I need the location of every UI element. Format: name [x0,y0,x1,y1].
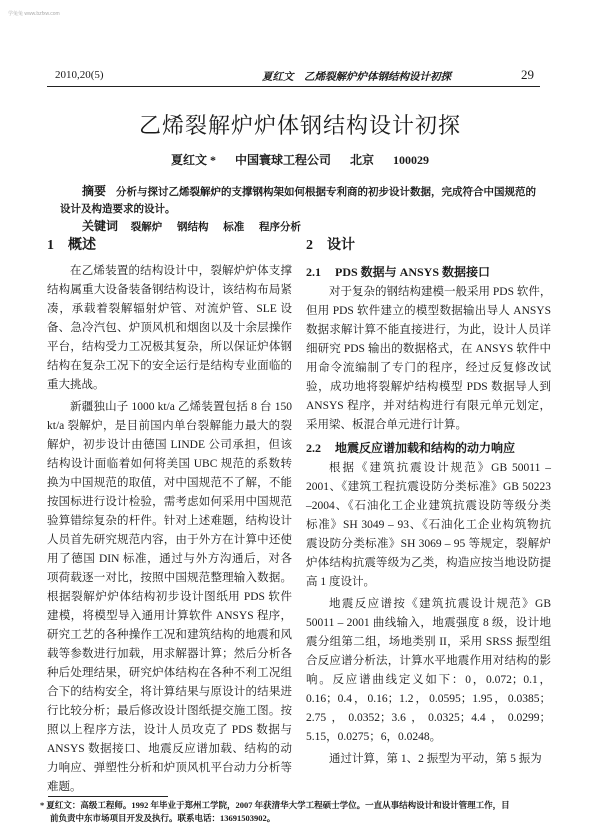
page-number: 29 [521,67,534,82]
text-line: 响。反应谱曲线定义如下：0，0.072；0.1， [306,674,551,686]
author-postcode: 100029 [393,153,430,167]
section-number: 2 [306,238,313,253]
section-heading [47,236,292,262]
keyword: 程序分析 [259,222,302,233]
text-line: 结构在复杂工况下的安全运行是结构专业面临的 [47,360,292,372]
text-line: 照以上程序方法，设计人员攻克了 PDS 数据与 [47,724,292,736]
text-line: 凑，承载着裂解辐射炉管、对流炉管、SLE 设 [47,303,292,315]
text-line: –2004、《石油化工企业建筑抗震设防等级分类 [306,500,551,512]
abstract-text-1: 分析与探讨乙烯裂解炉的支撑钢构架如何根据专利商的初步设计数据，完成符合中国规范的 [116,187,537,198]
text-line: 验算错综复杂的杆件。针对上述难题，结构设计 [47,515,292,527]
text-line: 合下的结构安全，将计算结果与原设计的结果进 [47,686,292,698]
text-line: 平台，结构受力工况极其复杂，所以保证炉体钢 [47,341,292,353]
keywords-label: 关键词 [82,219,119,233]
text-line: 用命令流编制了专门的程序，经过反复修改试 [306,362,551,374]
text-line: ANSYS 数据接口、地震反应谱加载、结构的动 [47,743,292,755]
text-line: 建模，将模型导入通用计算软件 ANSYS 程序， [47,610,292,622]
abstract-label: 摘要 [82,184,107,198]
text-line: 换为中国规范的取值，对中国规范不了解，不能 [47,477,292,489]
section-number: 1 [47,238,54,253]
section-title: 设计 [327,238,355,253]
subsection-title: 地震反应谱加载和结构的动力响应 [335,441,516,455]
subsection-heading [306,438,551,459]
text-line: 行比较分析；最后修改设计图纸提交施工图。按 [47,705,292,717]
subsection-body [306,283,551,435]
text-line: 结构设计面临着如何将美国 UBC 规范的系数转 [47,458,292,470]
text-line: 对于复杂的钢结构建模一般采用 PDS 软件， [329,286,552,298]
text-line: 但用 PDS 软件建立的模型数据输出导人 ANSYS [306,305,551,317]
paragraph [47,398,292,797]
text-line: 项荷载逐一对比，按照中国规范整理输入数据。 [47,572,292,584]
left-body [47,262,292,797]
text-line: 研究工艺的各种操作工况和建筑结构的地震和风 [47,629,292,641]
subsection-number: 2.2 [306,441,321,455]
text-line: ANSYS 程序，并对结构进行有限元单元划定， [306,400,551,412]
text-line: 验，成功地将裂解炉结构模型 PDS 数据导人到 [306,381,551,393]
footnote [40,799,590,825]
text-line: 通过计算，第 1、2 振型为平动，第 5 振为 [329,753,542,765]
keyword: 标准 [223,222,245,233]
footnote-line: 前负责中东市场项目开发及执行。联系电话：13691503902。 [50,813,276,823]
running-header [47,66,540,87]
abstract [60,183,560,218]
section-title: 概述 [68,238,96,253]
keyword: 裂解炉 [130,222,163,233]
text-line: 数据求解计算不能直接进行，为此，设计人员详 [306,324,551,336]
abstract-text-2: 设计及构造要求的设计。 [60,204,176,215]
text-line: 人员首先研究规范内容，由于外方在计算中还使 [47,534,292,546]
text-line: 备、急冷汽包、炉顶风机和烟囱以及十余层操作 [47,322,292,334]
text-line: 标准》SH 3049 – 93、《石油化工企业构筑物抗 [306,519,551,531]
text-line: 力响应、弹塑性分析和炉顶风机平台动力分析等 [47,762,292,774]
subsection-title: PDS 数据与 ANSYS 数据接口 [335,265,491,279]
right-column [306,236,551,772]
text-line: 震分组第二组，场地类别 II，采用 SRSS 振型组 [306,636,551,648]
issue-info: 2010,20(5) [55,69,104,81]
text-line: 结构属重大设备装备钢结构设计，该结构布局紧 [47,284,292,296]
paragraph [306,283,551,435]
author-line [0,151,600,168]
text-line: 用了德国 DIN 标准，通过与外方沟通后，对各 [47,553,292,565]
author-name: 夏红文 * [170,153,216,167]
paragraph [306,750,551,769]
paragraph [306,459,551,592]
subsection-body [306,459,551,769]
text-line: 炉体结构抗震等级为乙类，构造应按当地设防提 [306,557,551,569]
text-line: 解炉，初步设计由德国 LINDE 公司承担，但该 [47,439,292,451]
paragraph [306,595,551,747]
author-city: 北京 [350,153,375,167]
subsection-heading [306,262,551,283]
text-line: 地震反应谱按《建筑抗震设计规范》GB [329,598,551,610]
text-line: 采用梁、板混合单元进行计算。 [306,419,467,431]
text-line: 难题。 [47,781,82,793]
running-title: 夏红文 乙烯裂解炉炉体钢结构设计初探 [262,72,451,83]
footnote-line: * 夏红文：高级工程师。1992 年毕业于郑州工学院，2007 年获清华大学工程硕士学位。一直从事结构设计和设计管理工作，目 [40,800,510,810]
paper-title: 乙烯裂解炉炉体钢结构设计初探 [138,113,461,138]
text-line: kt/a 裂解炉，是目前国内单台裂解能力最大的裂 [47,420,292,432]
text-line: 新疆独山子 1000 kt/a 乙烯装置包括 8 台 150 [70,401,292,413]
section-heading [306,236,551,262]
text-line: 重大挑战。 [47,379,105,391]
subsection-number: 2.1 [306,265,321,279]
text-line: 载等参数进行加载，用求解器计算；然后分析各 [47,648,292,660]
text-line: 合反应谱分析法，计算水平地震作用对结构的影 [306,655,551,667]
text-line: 按国标进行设计检验，需考虑如何采用中国规范 [47,496,292,508]
text-line: 2001、《建筑工程抗震设防分类标准》GB 50223 [306,481,551,493]
text-line: 50011 – 2001 曲线输入，地震强度 8 级，设计地 [306,617,551,629]
paragraph [47,262,292,395]
text-line: 5.15，0.0275；6，0.0248。 [306,731,442,743]
text-line: 在乙烯装置的结构设计中，裂解炉炉体支撑 [70,265,292,277]
text-line: 2.75，0.0352；3.6，0.0325；4.4，0.0299； [306,712,551,724]
text-line: 细研究 PDS 输出的数据格式，在 ANSYS 软件中 [306,343,551,355]
text-line: 根据《建筑抗震设计规范》GB 50011 – [329,462,551,474]
text-line: 震设防分类标准》SH 3069 – 95 等规定，裂解炉 [306,538,551,550]
text-line: 高 1 度设计。 [306,576,375,588]
text-line: 根据裂解炉炉体结构初步设计图纸用 PDS 软件 [47,591,292,603]
watermark: 学兔兔 www.bzfxw.com [8,11,60,17]
keywords [82,219,313,235]
keyword: 钢结构 [177,222,209,233]
text-line: 0.16；0.4，0.16；1.2，0.0595；1.95，0.0385； [306,693,551,705]
left-column [47,236,292,800]
author-affiliation: 中国寰球工程公司 [234,153,331,167]
footnote-rule [48,796,168,797]
text-line: 种后处理结果，研究炉体结构在各种不利工况组 [47,667,292,679]
